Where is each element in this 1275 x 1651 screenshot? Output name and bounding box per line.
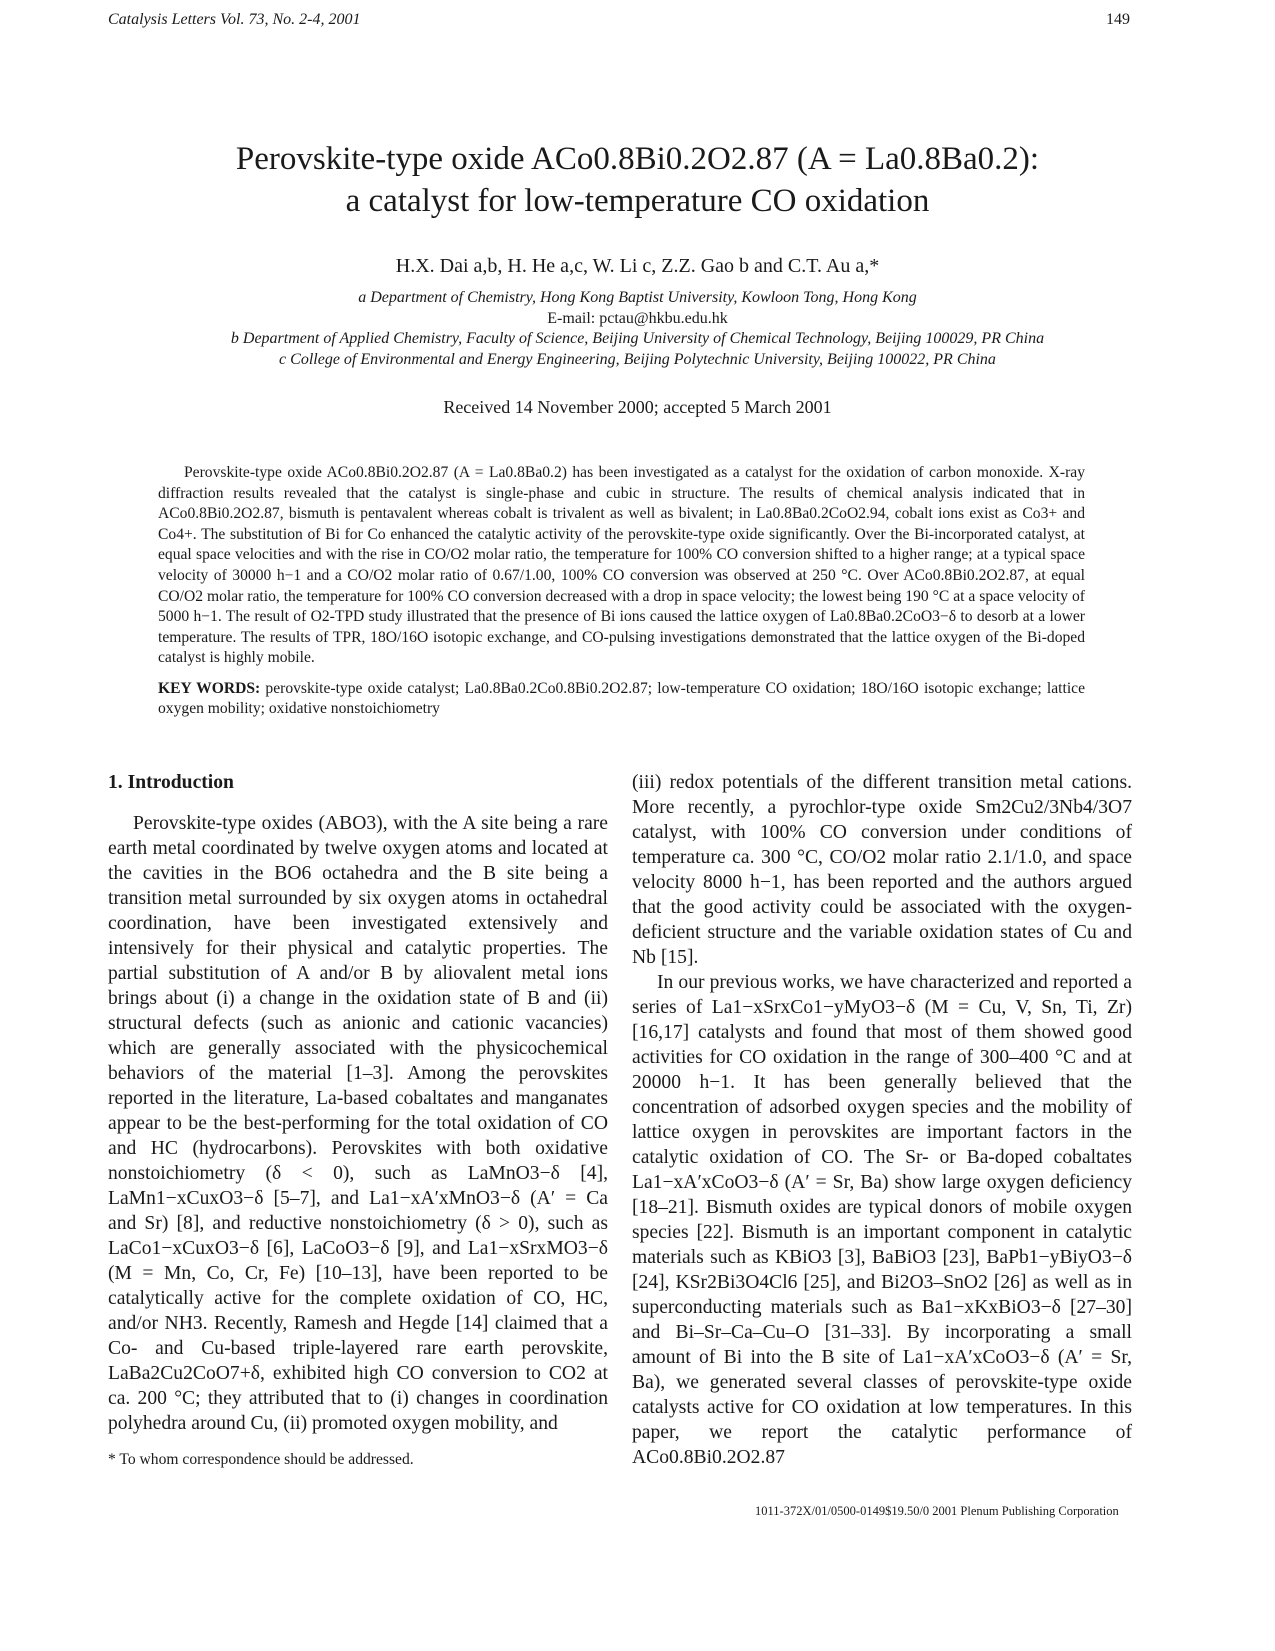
received-dates: Received 14 November 2000; accepted 5 March 2001 (443, 397, 832, 417)
affiliation-a: a Department of Chemistry, Hong Kong Baptist University, Kowloon Tong, Hong Kong (358, 289, 917, 306)
keywords (158, 679, 1085, 719)
section-heading: 1. Introduction (108, 772, 234, 793)
left-column (108, 770, 608, 1436)
affiliation-b: b Department of Applied Chemistry, Faculty of Science, Beijing University of Chemical Technology, Beijing 100029, PR China (230, 330, 1045, 347)
intro-paragraph-1: Perovskite-type oxides (ABO3), with the A site being a rare earth metal coordinated by twelve oxygen atoms and located at the cavities in the BO6 octahedra and the B site being a transition metal surrounded by six oxygen atoms in octahedral coordination, have been investigated extensively and intensively for their physical and catalytic properties. The partial substitution of A and/or B by aliovalent metal ions brings about (i) a change in the oxidation state of B and (ii) structural defects (such as anionic and cationic vacancies) which are generally associated with the physicochemical behaviors of the material [1–3]. Among the perovskites reported in the literature, La-based cobaltates and manganates appear to be the best-performing for the total oxidation of CO and HC (hydrocarbons). Perovskites with both oxidative nonstoichiometry (δ < 0), such as LaMnO3−δ [4], LaMn1−xCuxO3−δ [5–7], and La1−xA′xMnO3−δ (A′ = Ca and Sr) [8], and reductive nonstoichiometry (δ > 0), such as LaCo1−xCuxO3−δ [6], LaCoO3−δ [9], and La1−xSrxMO3−δ (M = Mn, Co, Cr, Fe) [10–13], have been reported to be catalytically active for the complete oxidation of CO, HC, and/or NH3. Recently, Ramesh and Hegde [14] claimed that a Co- and Cu-based triple-layered rare earth perovskite, LaBa2Cu2CoO7+δ, exhibited high CO conversion to CO2 at ca. 200 °C; they attributed that to (i) changes in coordination polyhedra around Cu, (ii) promoted oxygen mobility, and (108, 813, 608, 1434)
title-line-2: a catalyst for low-temperature CO oxidation (345, 183, 930, 219)
running-header: Catalysis Letters Vol. 73, No. 2-4, 2001 (108, 11, 361, 28)
copyright-footer: 1011-372X/01/0500-0149$19.50/0 2001 Plenum Publishing Corporation (755, 1504, 1119, 1518)
intro-paragraph-1-continued: (iii) redox potentials of the different transition metal cations. More recently, a pyrochlor-type oxide Sm2Cu2/3Nb4/3O7 catalyst, with 100% CO conversion under conditions of temperature ca. 300 °C, CO/O2 molar ratio 2.1/1.0, and space velocity 8000 h−1, has been reported and the authors argued that the good activity could be associated with the oxygen-deficient structure and the variable oxidation states of Cu and Nb [15]. (632, 772, 1132, 968)
right-column (632, 770, 1132, 1470)
contact-email: E-mail: pctau@hkbu.edu.hk (547, 309, 728, 327)
author-list: H.X. Dai a,b, H. He a,c, W. Li c, Z.Z. Gao b and C.T. Au a,* (395, 255, 880, 277)
abstract-text: Perovskite-type oxide ACo0.8Bi0.2O2.87 (A = La0.8Ba0.2) has been investigated as a catalyst for the oxidation of carbon monoxide. X-ray diffraction results revealed that the catalyst is single-phase and cubic in structure. The results of chemical analysis indicated that in ACo0.8Bi0.2O2.87, bismuth is pentavalent whereas cobalt is trivalent as well as bivalent; in La0.8Ba0.2CoO2.94, cobalt ions exist as Co3+ and Co4+. The substitution of Bi for Co enhanced the catalytic activity of the perovskite-type oxide significantly. Over the Bi-incorporated catalyst, at equal space velocities and with the rise in CO/O2 molar ratio, the temperature for 100% CO conversion shifted to a higher range; at a typical space velocity of 30000 h−1 and a CO/O2 molar ratio of 0.67/1.00, 100% CO conversion was observed at 250 °C. Over ACo0.8Bi0.2O2.87, at equal CO/O2 molar ratio, the temperature for 100% CO conversion decreased with a drop in space velocity; the lowest being 190 °C at a space velocity of 5000 h−1. The result of O2-TPD study illustrated that the presence of Bi ions caused the lattice oxygen of La0.8Ba0.2CoO3−δ to desorb at a lower temperature. The results of TPR, 18O/16O isotopic exchange, and CO-pulsing investigations demonstrated that the lattice oxygen of the Bi-doped catalyst is highly mobile. (158, 464, 1085, 667)
keywords-label: KEY WORDS: (158, 680, 261, 697)
page-number: 149 (1106, 11, 1130, 28)
paper-title (0, 138, 1275, 222)
affiliation-c: c College of Environmental and Energy Engineering, Beijing Polytechnic University, Beijing 100022, PR China (279, 350, 996, 368)
intro-paragraph-2: In our previous works, we have characterized and reported a series of La1−xSrxCo1−yMyO3−δ (M = Cu, V, Sn, Ti, Zr) [16,17] catalysts and found that most of them showed good activities for CO oxidation in the range of 300–400 °C and at 20000 h−1. It has been generally believed that the concentration of adsorbed oxygen species and the mobility of lattice oxygen in perovskites are important factors in the catalytic oxidation of CO. The Sr- or Ba-doped cobaltates La1−xA′xCoO3−δ (A′ = Sr, Ba) show large oxygen deficiency [18–21]. Bismuth oxides are typical donors of mobile oxygen species [22]. Bismuth is an important component in catalytic materials such as KBiO3 [3], BaBiO3 [23], BaPb1−yBiyO3−δ [24], KSr2Bi3O4Cl6 [25], and Bi2O3–SnO2 [26] as well as in superconducting materials such as Ba1−xKxBiO3−δ [27–30] and Bi–Sr–Ca–Cu–O [31–33]. By incorporating a small amount of Bi into the B site of La1−xA′xCoO3−δ (A′ = Sr, Ba), we generated several classes of perovskite-type oxide catalysts active for CO oxidation at low temperatures. In this paper, we report the catalytic performance of ACo0.8Bi0.2O2.87 (632, 972, 1132, 1468)
title-line-1: Perovskite-type oxide ACo0.8Bi0.2O2.87 (A = La0.8Ba0.2): (235, 141, 1040, 177)
footnote: * To whom correspondence should be addressed. (108, 1451, 414, 1468)
keywords-text: perovskite-type oxide catalyst; La0.8Ba0.2Co0.8Bi0.2O2.87; low-temperature CO oxidation; 18O/16O isotopic exchange; lattice oxygen mobility; oxidative nonstoichiometry (158, 680, 1086, 717)
affiliations (0, 288, 1275, 370)
abstract (158, 463, 1085, 669)
